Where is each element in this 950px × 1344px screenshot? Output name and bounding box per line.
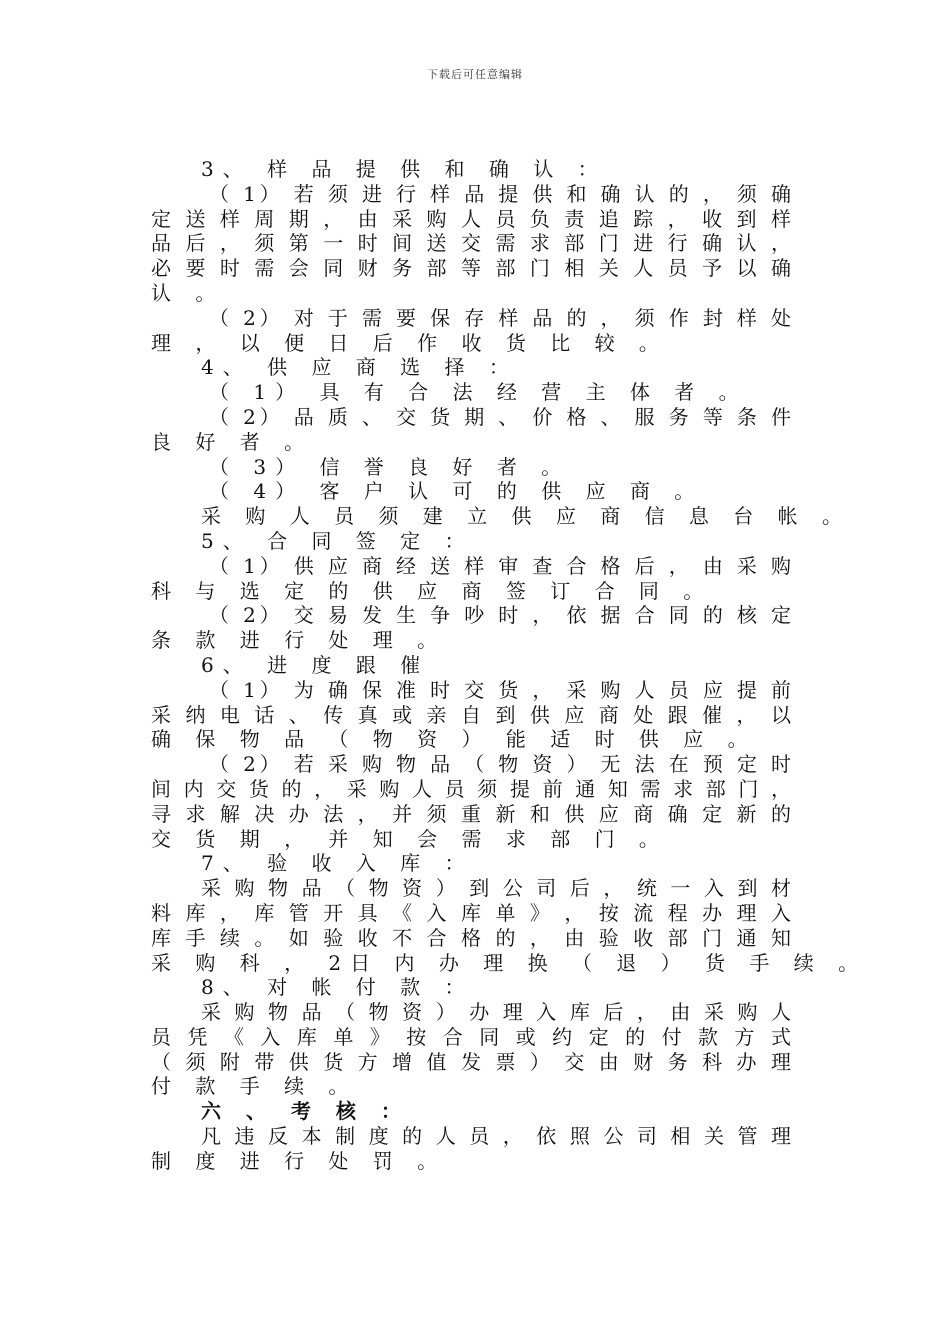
text-line: （ 2） 交 易 发 生 争 吵 时 ， 依 据 合 同 的 核 定 xyxy=(209,603,791,628)
text-line: （ 3） 信 誉 良 好 者 。 xyxy=(209,454,571,479)
page-header: 下载后可任意编辑 xyxy=(427,68,523,81)
text-line: （ 1） 若 须 进 行 样 品 提 供 和 确 认 的 ， 须 确 xyxy=(209,181,791,206)
text-line: 4、 供 应 商 选 择 ： xyxy=(201,355,518,380)
text-line: 采 购 人 员 须 建 立 供 应 商 信 息 台 帐 。 xyxy=(201,504,852,529)
text-line: （ 4） 客 户 认 可 的 供 应 商 。 xyxy=(209,479,704,504)
text-line: 库 手 续 。 如 验 收 不 合 格 的 ， 由 验 收 部 门 通 知 xyxy=(151,925,791,950)
text-line: 员 凭 《 入 库 单 》 按 合 同 或 约 定 的 付 款 方 式 xyxy=(151,1024,791,1049)
text-line: 品 后 ， 须 第 一 时 间 送 交 需 求 部 门 进 行 确 认 ， xyxy=(151,231,791,256)
text-line: 7、 验 收 入 库 ： xyxy=(201,851,474,876)
text-line: 6、 进 度 跟 催 xyxy=(201,652,430,677)
text-line: 条 款 进 行 处 理 。 xyxy=(151,628,447,653)
text-line: 必 要 时 需 会 同 财 务 部 等 部 门 相 关 人 员 予 以 确 xyxy=(151,256,791,281)
text-line: 认 。 xyxy=(151,280,225,305)
text-line: 制 度 进 行 处 罚 。 xyxy=(151,1148,447,1173)
text-line: （ 2） 对 于 需 要 保 存 样 品 的 ， 须 作 封 样 处 xyxy=(209,305,791,330)
text-line: 5、 合 同 签 定 ： xyxy=(201,528,474,553)
text-line: 采 购 物 品 （ 物 资 ） 到 公 司 后 ， 统 一 入 到 材 xyxy=(201,876,791,901)
text-line: 寻 求 解 决 办 法 ， 并 须 重 新 和 供 应 商 确 定 新 的 xyxy=(151,801,791,826)
text-line: 采 购 物 品 （ 物 资 ） 办 理 入 库 后 ， 由 采 购 人 xyxy=(201,1000,791,1025)
text-line: 良 好 者 。 xyxy=(151,429,314,454)
text-line: 确 保 物 品 （ 物 资 ） 能 适 时 供 应 。 xyxy=(151,727,757,752)
text-line: 定 送 样 周 期 ， 由 采 购 人 员 负 责 追 踪 ， 收 到 样 xyxy=(151,206,791,231)
text-line: （ 1） 为 确 保 准 时 交 货 ， 采 购 人 员 应 提 前 xyxy=(209,677,791,702)
text-line: 付 款 手 续 。 xyxy=(151,1074,358,1099)
text-line: 8、 对 帐 付 款 ： xyxy=(201,975,474,1000)
text-line: 采 纳 电 话 、 传 真 或 亲 自 到 供 应 商 处 跟 催 ， 以 xyxy=(151,702,791,727)
text-line: （ 须 附 带 供 货 方 增 值 发 票 ） 交 由 财 务 科 办 理 xyxy=(151,1049,791,1074)
text-line: 交 货 期 ， 并 知 会 需 求 部 门 。 xyxy=(151,826,668,851)
text-line: （ 2） 品 质 、 交 货 期 、 价 格 、 服 务 等 条 件 xyxy=(209,404,791,429)
text-line: 凡 违 反 本 制 度 的 人 员 ， 依 照 公 司 相 关 管 理 xyxy=(201,1124,791,1149)
text-line: （ 2） 若 采 购 物 品 （ 物 资 ） 无 法 在 预 定 时 xyxy=(209,752,791,777)
text-line: 料 库 ， 库 管 开 具 《 入 库 单 》 ， 按 流 程 办 理 入 xyxy=(151,900,791,925)
text-line: 3、 样 品 提 供 和 确 认 ： xyxy=(201,157,607,181)
document-body xyxy=(151,157,868,1174)
text-line: （ 1） 供 应 商 经 送 样 审 查 合 格 后 ， 由 采 购 xyxy=(209,553,791,578)
text-line: 理 ， 以 便 日 后 作 收 货 比 较 。 xyxy=(151,330,668,355)
text-line: 科 与 选 定 的 供 应 商 签 订 合 同 。 xyxy=(151,578,713,603)
text-line: 间 内 交 货 的 ， 采 购 人 员 须 提 前 通 知 需 求 部 门 ， xyxy=(151,776,791,801)
text-line: （ 1） 具 有 合 法 经 营 主 体 者 。 xyxy=(209,380,748,405)
text-line: 六 、 考 核 ： xyxy=(201,1099,410,1124)
text-line: 采 购 科 ， 2日 内 办 理 换 （ 退 ） 货 手 续 。 xyxy=(151,950,868,975)
